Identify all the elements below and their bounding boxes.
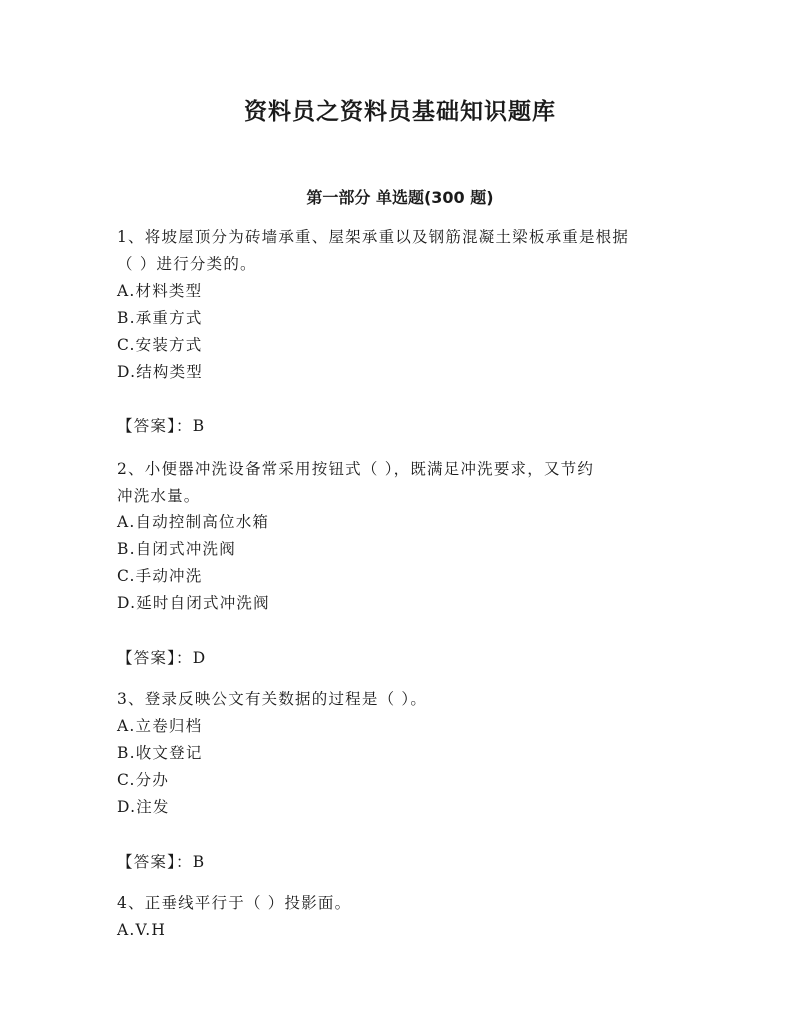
question-2-stem-line-2: 冲洗水量。 <box>117 487 201 505</box>
question-4-stem-line-1: 4、正垂线平行于（ ）投影面。 <box>117 894 352 912</box>
page-title: 资料员之资料员基础知识题库 <box>244 99 556 125</box>
question-1-option-b: B.承重方式 <box>117 309 203 327</box>
question-2-answer: 【答案】：D <box>117 649 207 667</box>
question-2-option-a: A.自动控制高位水箱 <box>117 513 270 531</box>
question-3-answer: 【答案】：B <box>117 853 206 871</box>
question-1-answer: 【答案】：B <box>117 417 206 435</box>
question-4-option-a: A.V.H <box>117 921 167 939</box>
question-2-option-c: C.手动冲洗 <box>117 567 203 585</box>
question-3-option-d: D.注发 <box>117 798 170 816</box>
section-title: 第一部分 单选题(300 题) <box>306 188 494 207</box>
question-1-stem-line-2: （ ）进行分类的。 <box>117 255 257 273</box>
question-2-option-b: B.自闭式冲洗阀 <box>117 540 236 558</box>
question-1-option-d: D.结构类型 <box>117 363 204 381</box>
question-1-option-c: C.安装方式 <box>117 336 203 354</box>
question-3-option-a: A.立卷归档 <box>117 717 203 735</box>
question-2-option-d: D.延时自闭式冲洗阀 <box>117 594 270 612</box>
question-1-option-a: A.材料类型 <box>117 282 203 300</box>
question-3-stem-line-1: 3、登录反映公文有关数据的过程是（ ）。 <box>117 690 428 708</box>
question-2-stem-line-1: 2、小便器冲洗设备常采用按钮式（ ），既满足冲洗要求，又节约 <box>117 460 595 478</box>
question-3-option-c: C.分办 <box>117 771 170 789</box>
question-1-stem-line-1: 1、将坡屋顶分为砖墙承重、屋架承重以及钢筋混凝土梁板承重是根据 <box>117 228 630 246</box>
question-3-option-b: B.收文登记 <box>117 744 203 762</box>
